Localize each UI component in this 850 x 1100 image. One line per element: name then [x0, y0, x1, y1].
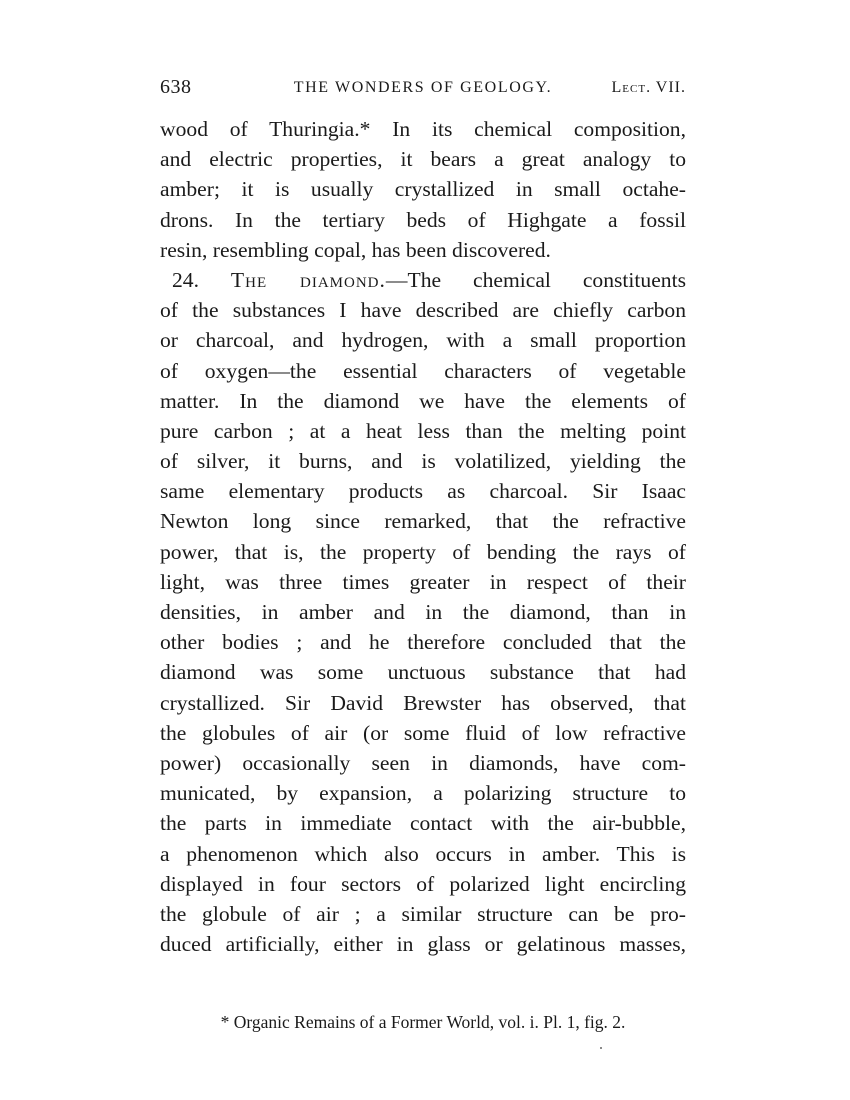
text-line: amber; it is usually crystallized in small octahe-: [160, 177, 686, 202]
text-line: displayed in four sectors of polarized light encircling: [160, 871, 686, 896]
text-line: light, was three times greater in respect of their: [160, 569, 686, 594]
text-line: same elementary products as charcoal. Sir Isaac: [160, 479, 686, 504]
section-heading-line: [160, 265, 686, 295]
text-line: a phenomenon which also occurs in amber. This is: [160, 841, 686, 866]
ink-speck: [600, 1047, 602, 1049]
footnote: * Organic Remains of a Former World, vol. i. Pl. 1, fig. 2.: [220, 1012, 626, 1032]
section-heading: The diamond.: [230, 267, 386, 292]
text-line: densities, in amber and in the diamond, than in: [160, 600, 686, 624]
text-line: diamond was some unctuous substance that had: [160, 660, 686, 685]
text-line: other bodies ; and he therefore concluded that the: [160, 630, 686, 655]
running-header: [160, 76, 686, 102]
text-line: Newton long since remarked, that the refractive: [160, 509, 686, 534]
text-line: crystallized. Sir David Brewster has observed, that: [160, 690, 686, 715]
running-title: THE WONDERS OF GEOLOGY.: [293, 79, 553, 96]
text-line: of oxygen—the essential characters of vegetable: [160, 358, 686, 383]
page-number: 638: [160, 76, 192, 98]
text-line: the globules of air (or some fluid of low refractive: [160, 720, 686, 745]
text-line: pure carbon ; at a heat less than the melting point: [160, 418, 686, 443]
text-line: municated, by expansion, a polarizing structure to: [160, 781, 686, 806]
body-text: [160, 114, 686, 959]
text-line: duced artificially, either in glass or gelatinous masses,: [160, 932, 686, 957]
text-line: resin, resembling copal, has been discovered.: [160, 237, 551, 262]
text-line: and electric properties, it bears a great analogy to: [160, 147, 686, 172]
text-line: of silver, it burns, and is volatilized, yielding the: [160, 449, 686, 474]
text-line: of the substances I have described are chiefly carbon: [160, 298, 686, 323]
text-line: power) occasionally seen in diamonds, have com-: [160, 750, 686, 775]
section-heading-continuation: —The chemical constituents: [385, 267, 686, 292]
text-line: matter. In the diamond we have the elements of: [160, 388, 686, 413]
text-line: the parts in immediate contact with the air-bubble,: [160, 811, 686, 836]
text-line: drons. In the tertiary beds of Highgate a fossil: [160, 207, 686, 232]
text-line: the globule of air ; a similar structure can be pro-: [160, 901, 686, 926]
text-line: or charcoal, and hydrogen, with a small proportion: [160, 328, 686, 353]
section-number: 24.: [172, 267, 199, 292]
lecture-label: Lect. VII.: [611, 79, 686, 96]
text-line: wood of Thuringia.* In its chemical composition,: [160, 117, 686, 141]
text-line: power, that is, the property of bending the rays of: [160, 539, 686, 564]
